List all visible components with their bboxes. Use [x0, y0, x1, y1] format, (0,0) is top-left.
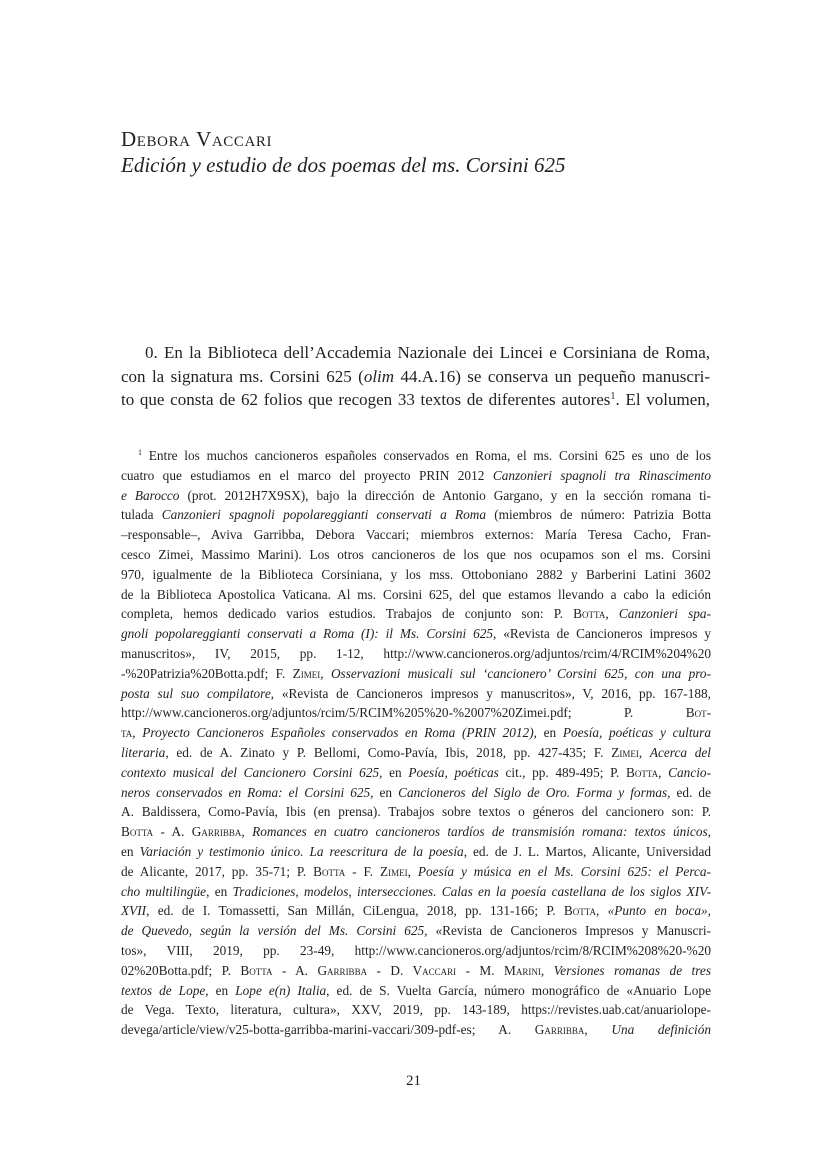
italic-text: neros conservados en Roma: el Corsini 625 [121, 784, 371, 800]
text-run: cesco Zimei, Massimo Marini). Los otros cancioneros de los que nos ocupamos son el ms. Corsini [121, 546, 711, 562]
text-line [121, 664, 711, 684]
text-run: . El volumen, [615, 390, 710, 409]
text-run: en [121, 843, 140, 859]
italic-text: Canzonieri spagnoli tra Rinascimento [492, 467, 711, 483]
italic-text: Cancioneros del Siglo de Oro. Forma y formas [398, 784, 668, 800]
text-run: , «Revista de Cancioneros impresos y [493, 626, 711, 642]
text-run: , «Revista de Cancioneros impresos y manuscritos», V, 2016, pp. 167-188, [270, 685, 711, 701]
text-line [121, 763, 711, 783]
text-line [121, 388, 710, 412]
text-line [121, 585, 711, 605]
text-run: , [605, 606, 619, 622]
small-caps-name: Garribba [534, 1022, 585, 1038]
italic-text: Cancio- [668, 764, 711, 780]
italic-text: «Punto en boca», [607, 903, 711, 919]
small-caps-name: Zimei [611, 744, 639, 760]
text-line [121, 525, 711, 545]
text-line [121, 862, 711, 882]
italic-text: XVII [121, 903, 147, 919]
text-run: , «Revista de Cancioneros Impresos y Manuscri- [424, 923, 711, 939]
text-line [121, 365, 710, 389]
text-run: devega/article/view/v25-botta-garribba-marini-vaccari/309-pdf-es; A. [121, 1022, 535, 1038]
text-run: completa, hemos dedicado varios estudios. Trabajos de conjunto son: P. [121, 606, 574, 622]
text-line [121, 703, 711, 723]
text-line [121, 644, 711, 664]
text-line [121, 941, 711, 961]
italic-text: de Quevedo, según la versión del Ms. Corsini 625 [121, 923, 425, 939]
text-run: , ed. de S. Vuelta García, número monográfico de «Anuario Lope [326, 982, 711, 998]
text-run: , [407, 863, 418, 879]
text-line [121, 486, 711, 506]
text-line [121, 842, 711, 862]
text-line [121, 341, 710, 365]
italic-text: Canzonieri spa- [618, 606, 711, 622]
text-line [121, 446, 711, 466]
text-line [121, 624, 711, 644]
text-line [121, 882, 711, 902]
text-run: , [584, 1022, 612, 1038]
text-run: manuscritos», IV, 2015, pp. 1-12, http://www.cancioneros.org/adjuntos/rcim/4/RCIM%204%20 [121, 645, 711, 661]
text-run: Entre los muchos cancioneros españoles conservados en Roma, el ms. Corsini 625 es uno de los [141, 448, 711, 463]
text-line [121, 565, 711, 585]
text-line [121, 684, 711, 704]
text-run: , en [205, 982, 236, 998]
text-run: 970, igualmente de la Biblioteca Corsiniana, y los mss. Ottoboniano 2882 y Barberini Latini 3602 [121, 566, 711, 582]
text-run: 44.A.16) se conserva un pequeño manuscri- [394, 366, 710, 386]
text-run: , ed. de A. Zinato y P. Bellomi, Como-Pavía, Ibis, 2018, pp. 427-435; F. [165, 744, 612, 760]
italic-text: contexto musical del Cancionero Corsini 625 [121, 764, 380, 780]
italic-text: Osservazioni musicali sul ‘cancionero’ Corsini 625, con una pro- [330, 665, 711, 681]
text-line [121, 743, 711, 763]
italic-text: Una definición [611, 1022, 712, 1038]
text-run: , [638, 744, 650, 760]
text-run: , [707, 824, 711, 840]
footnote-1 [121, 446, 711, 1040]
italic-text: Variación y testimonio único. La reescritura de la poesía [139, 843, 464, 859]
small-caps-name: Botta - A. Garribba - D. Vaccari - M. Marini [240, 962, 541, 978]
italic-text: cho multilingüe [121, 883, 207, 899]
body-paragraph [121, 341, 710, 412]
small-caps-name: Botta - A. Garribba [121, 824, 242, 840]
text-run: (miembros de número: Patrizia Botta [485, 507, 711, 523]
text-run: de la Biblioteca Apostolica Vaticana. Al ms. Corsini 625, del que estamos llevando a cabo la edición [121, 586, 711, 602]
text-run: , ed. de [667, 784, 711, 800]
text-line [121, 723, 711, 743]
text-line [121, 466, 711, 486]
text-line [121, 545, 711, 565]
italic-text: Versiones romanas de tres [553, 962, 711, 978]
text-line [121, 802, 711, 822]
text-run: cuatro que estudiamos en el marco del proyecto PRIN 2012 [121, 467, 493, 483]
text-run: de Alicante, 2017, pp. 35-71; P. [121, 863, 314, 879]
small-caps-name: Botta [626, 764, 659, 780]
italic-text: Romances en cuatro cancioneros tardíos de transmisión romana: textos únicos [252, 824, 708, 840]
text-run: 0. En la Biblioteca dell’Accademia Nazionale dei Lincei e Corsiniana de Roma, [145, 343, 710, 362]
text-line [121, 822, 711, 842]
text-line [121, 981, 711, 1001]
text-run: 02%20Botta.pdf; P. [121, 962, 241, 978]
italic-text: Acerca del [649, 744, 711, 760]
footnote-marker: 1 [610, 390, 616, 402]
text-run: tulada [121, 507, 162, 523]
italic-text: e Barocco [121, 487, 180, 503]
text-run: , en [370, 784, 399, 800]
text-run: -%20Patrizia%20Botta.pdf; F. [121, 665, 293, 681]
italic-text: Proyecto Cancioneros Españoles conservados en Roma (PRIN 2012) [142, 725, 534, 741]
text-run: , ed. de J. L. Martos, Alicante, Universidad [463, 843, 711, 859]
text-line [121, 604, 711, 624]
small-caps-name: Botta [573, 606, 606, 622]
text-run: (prot. 2012H7X9SX), bajo la dirección de Antonio Gargano, y en la sección romana ti- [179, 487, 711, 503]
text-run: , [540, 962, 554, 978]
italic-text: Canzonieri spagnoli popolareggianti conservati a Roma [161, 507, 486, 523]
page-number: 21 [406, 1073, 421, 1089]
footnote-marker: 1 [138, 448, 142, 458]
italic-text: Poesía y música en el Ms. Corsini 625: el Perca- [417, 863, 711, 879]
small-caps-name: ta [121, 725, 133, 741]
italic-text: literaria [121, 744, 166, 760]
text-line [121, 901, 711, 921]
text-run: de Vega. Texto, literatura, cultura», XXV, 2019, pp. 143-189, https://revistes.uab.cat/anuariolope- [121, 1002, 711, 1018]
article-title: Edición y estudio de dos poemas del ms. Corsini 625 [121, 153, 566, 177]
text-run: tos», VIII, 2019, pp. 23-49, http://www.cancioneros.org/adjuntos/rcim/8/RCIM%208%20-%20 [121, 942, 711, 958]
italic-text: textos de Lope [121, 982, 206, 998]
text-line [121, 1000, 711, 1020]
text-run: , en [533, 725, 563, 741]
text-run: cit., pp. 489-495; P. [498, 764, 626, 780]
text-run: , en [206, 883, 233, 899]
text-run: A. Baldissera, Como-Pavía, Ibis (en prensa). Trabajos sobre textos o géneros del cancionero son: P. [121, 804, 711, 820]
italic-text: Tradiciones, modelos, intersecciones. Calas en la poesía castellana de los siglos XIV- [232, 883, 712, 899]
article-author: Debora Vaccari [121, 127, 273, 151]
italic-text: gnoli popolareggianti conservati a Roma (I): il Ms. Corsini 625 [121, 626, 494, 642]
text-run: –responsable–, Aviva Garribba, Debora Vaccari; miembros externos: María Teresa Cacho, Fran- [121, 527, 711, 543]
small-caps-name: Botta [563, 903, 597, 919]
italic-text: posta sul suo compilatore [121, 685, 271, 701]
text-run: , en [379, 764, 409, 780]
text-run: , [320, 665, 331, 681]
text-run: , ed. de I. Tomassetti, San Millán, CiLengua, 2018, pp. 131-166; P. [146, 903, 564, 919]
text-line [121, 783, 711, 803]
text-line [121, 921, 711, 941]
small-caps-name: Zimei [292, 665, 321, 681]
small-caps-name: Bot- [685, 705, 711, 721]
text-run: to que consta de 62 folios que recogen 33 textos de diferentes autores [121, 390, 611, 409]
text-line [121, 505, 711, 525]
text-run: , [132, 725, 143, 741]
text-run: , [658, 764, 669, 780]
text-run: , [596, 903, 608, 919]
italic-text: Lope e(n) Italia [235, 982, 327, 998]
text-run: con la signatura ms. Corsini 625 ( [121, 366, 364, 386]
italic-text: Poesía, poéticas [408, 764, 499, 780]
text-run: , [241, 824, 253, 840]
italic-text: Poesía, poéticas y cultura [562, 725, 711, 741]
small-caps-name: Botta - F. Zimei [313, 863, 408, 879]
text-line [121, 1020, 711, 1040]
italic-text: olim [363, 366, 395, 386]
text-run: http://www.cancioneros.org/adjuntos/rcim/5/RCIM%205%20-%2007%20Zimei.pdf; P. [121, 705, 686, 721]
text-line [121, 961, 711, 981]
